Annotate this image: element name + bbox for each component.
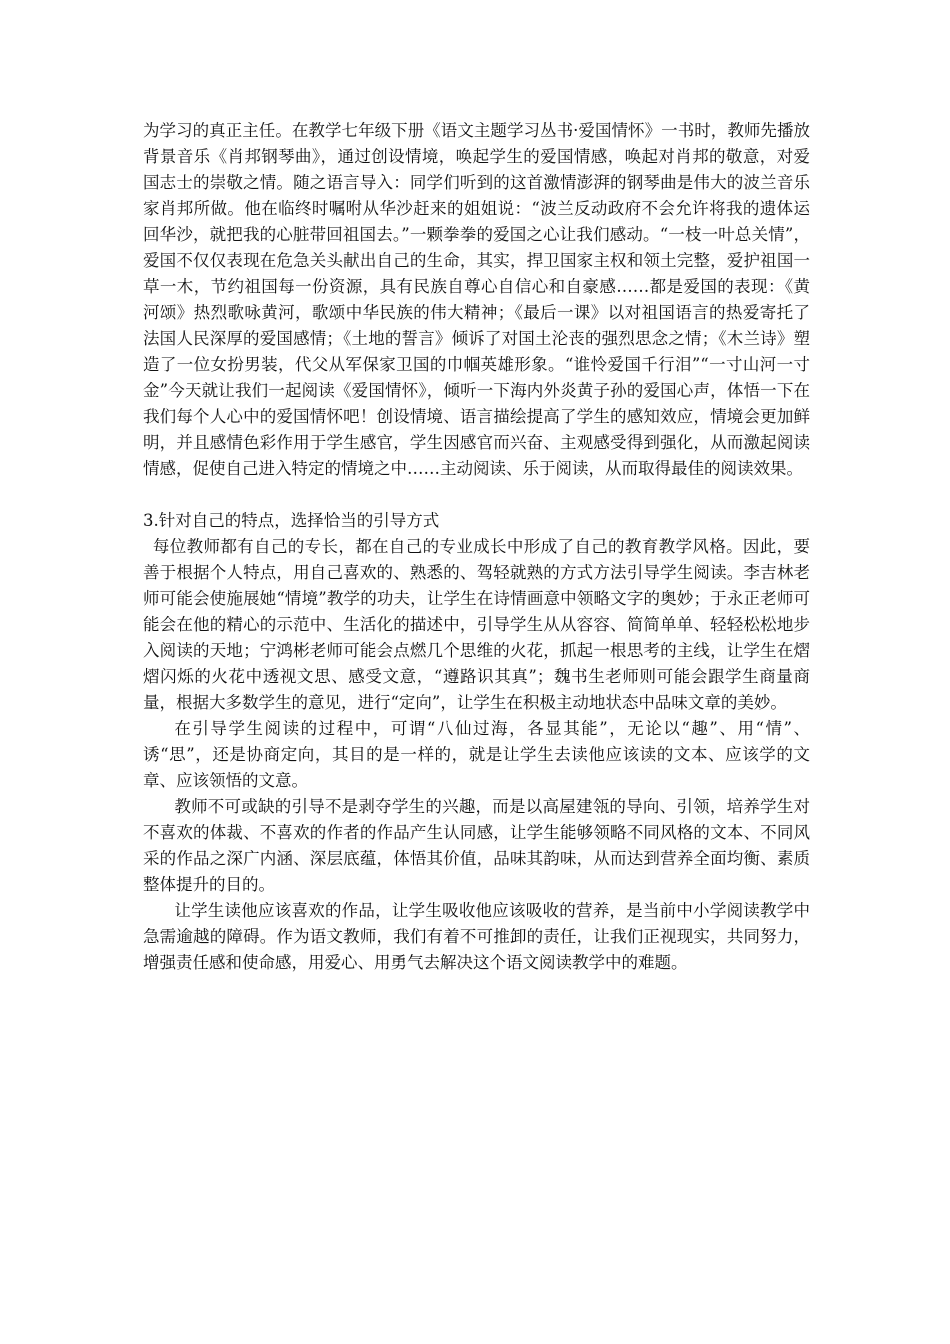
body-paragraph: 教师不可或缺的引导不是剥夺学生的兴趣，而是以高屋建瓴的导向、引领，培养学生对不喜欢的体裁、不喜欢的作者的作品产生认同感，让学生能够领略不同风格的文本、不同风采的作品之深广内涵、深层底蕴，体悟其价值，品味其韵味，从而达到营养全面均衡、素质整体提升的目的。 (143, 797, 810, 894)
body-paragraph: 为学习的真正主任。在教学七年级下册《语文主题学习丛书·爱国情怀》一书时，教师先播放背景音乐《肖邦钢琴曲》，通过创设情境，唤起学生的爱国情感，唤起对肖邦的敬意，对爱国志士的崇敬之情。随之语言导入：同学们听到的这首激情澎湃的钢琴曲是伟大的波兰音乐家肖邦所做。他在临终时嘱咐从华沙赶来的姐姐说：“波兰反动政府不会允许将我的遗体运回华沙，就把我的心脏带回祖国去。”一颗拳拳的爱国之心让我们感动。“一枝一叶总关情”，爱国不仅仅表现在危急关头献出自己的生命，其实，捍卫国家主权和领土完整，爱护祖国一草一木，节约祖国每一份资源，具有民族自尊心自信心和自豪感……都是爱国的表现：《黄河颂》热烈歌咏黄河，歌颂中华民族的伟大精神；《最后一课》以对祖国语言的热爱寄托了法国人民深厚的爱国感情；《土地的誓言》倾诉了对国土沦丧的强烈思念之情；《木兰诗》塑造了一位女扮男装，代父从军保家卫国的巾帼英雄形象。“谁怜爱国千行泪”“一寸山河一寸金”今天就让我们一起阅读《爱国情怀》，倾听一下海内外炎黄子孙的爱国心声，体悟一下在我们每个人心中的爱国情怀吧！创设情境、语言描绘提高了学生的感知效应，情境会更加鲜明，并且感情色彩作用于学生感官，学生因感官而兴奋、主观感受得到强化，从而激起阅读情感，促使自己进入特定的情境之中……主动阅读、乐于阅读，从而取得最佳的阅读效果。 (143, 121, 810, 478)
document-page (143, 118, 810, 976)
body-paragraph: 在引导学生阅读的过程中，可谓“八仙过海，各显其能”，无论以“趣”、用“情”、诱“思”，还是协商定向，其目的是一样的，就是让学生去读他应该读的文本、应该学的文章、应该领悟的文意。 (143, 719, 810, 790)
body-paragraph: 每位教师都有自己的专长，都在自己的专业成长中形成了自己的教育教学风格。因此，要善于根据个人特点，用自己喜欢的、熟悉的、驾轻就熟的方式方法引导学生阅读。李吉林老师可能会使施展她“情境”教学的功夫，让学生在诗情画意中领略文字的奥妙；于永正老师可能会在他的精心的示范中、生活化的描述中，引导学生从从容容、简简单单、轻轻松松地步入阅读的天地；宁鸿彬老师可能会点燃几个思维的火花，抓起一根思考的主线，让学生在熠熠闪烁的火花中透视文思、感受文意，“遵路识其真”；魏书生老师则可能会跟学生商量商量，根据大多数学生的意见，进行“定向”，让学生在积极主动地状态中品味文章的美妙。 (143, 537, 810, 712)
section-heading: 3.针对自己的特点，选择恰当的引导方式 (143, 511, 440, 530)
body-paragraph: 让学生读他应该喜欢的作品，让学生吸收他应该吸收的营养，是当前中小学阅读教学中急需逾越的障碍。作为语文教师，我们有着不可推卸的责任，让我们正视现实，共同努力，增强责任感和使命感，用爱心、用勇气去解决这个语文阅读教学中的难题。 (143, 901, 810, 972)
